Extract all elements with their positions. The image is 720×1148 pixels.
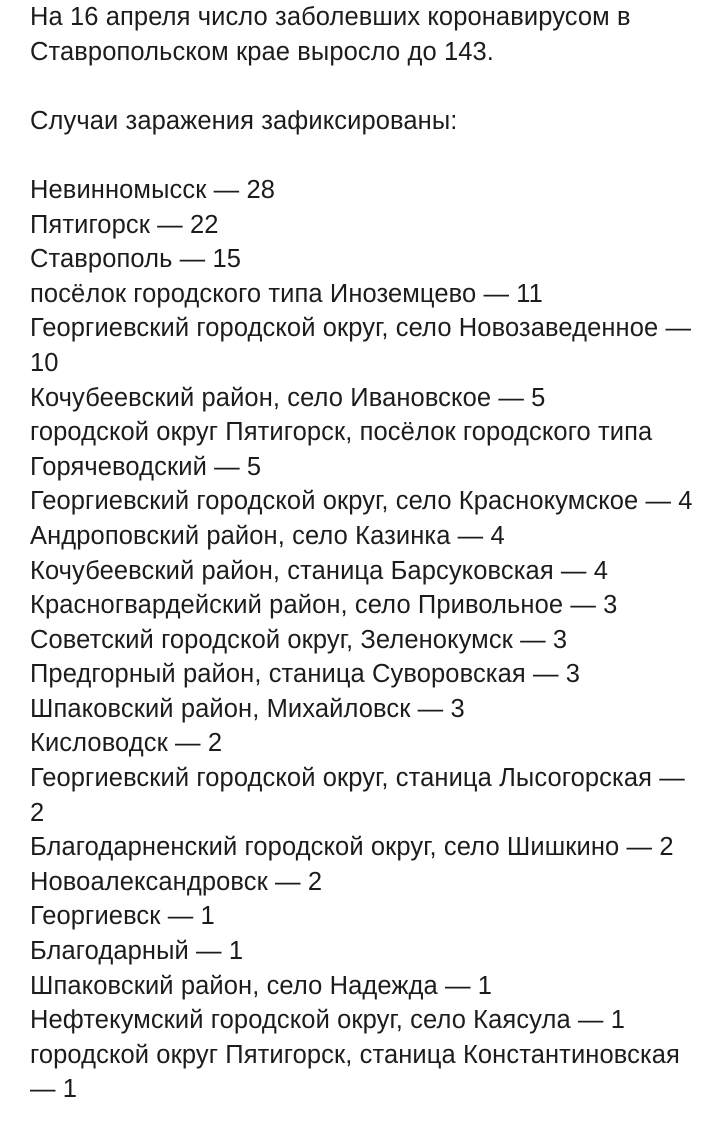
case-place: Благодарный bbox=[30, 937, 189, 966]
case-count: 1 bbox=[477, 971, 493, 1000]
case-place: Шпаковский район, Михайловск bbox=[30, 694, 411, 723]
case-item: Красногвардейский район, село Привольное — 3 bbox=[30, 591, 618, 620]
post-text bbox=[30, 0, 700, 1107]
case-item: Кочубеевский район, станица Барсуковская — 4 bbox=[30, 556, 609, 585]
case-count: 1 bbox=[62, 1075, 78, 1104]
case-place: Кочубеевский район, село Ивановское bbox=[30, 383, 492, 412]
case-count: 11 bbox=[516, 279, 543, 308]
case-place: Кочубеевский район, станица Барсуковская bbox=[30, 556, 554, 585]
case-count: 3 bbox=[565, 660, 581, 689]
case-place: Пятигорск bbox=[30, 210, 150, 239]
case-count: 1 bbox=[200, 902, 215, 931]
case-item: Новоалександровск — 2 bbox=[30, 867, 323, 896]
case-item: Пятигорск — 22 bbox=[30, 210, 219, 239]
case-place: Предгорный район, станица Суворовская bbox=[30, 660, 526, 689]
case-item: Георгиевский городской округ, село Новозаведенное — 10 bbox=[30, 314, 692, 377]
case-item: Кисловодск — 2 bbox=[30, 729, 223, 758]
cases-subheading: Случаи заражения зафиксированы: bbox=[30, 106, 458, 135]
case-count: 4 bbox=[678, 487, 693, 516]
case-item: Георгиевский городской округ, село Краснокумское — 4 bbox=[30, 487, 693, 516]
case-count: 28 bbox=[246, 175, 276, 204]
case-place: Советский городской округ, Зеленокумск bbox=[30, 625, 513, 654]
case-item: Советский городской округ, Зеленокумск — 3 bbox=[30, 625, 568, 654]
case-place: городской округ Пятигорск, посёлок городского типа Горячеводский bbox=[30, 418, 653, 481]
case-place: Кисловодск bbox=[30, 729, 168, 758]
case-item: Нефтекумский городской округ, село Каясула — 1 bbox=[30, 1006, 626, 1035]
case-place: Георгиевский городской округ, станица Лысогорская bbox=[30, 764, 653, 793]
cases-list bbox=[30, 173, 700, 1107]
case-place: Красногвардейский район, село Привольное bbox=[30, 591, 564, 620]
case-count: 5 bbox=[531, 383, 546, 412]
case-place: Новоалександровск bbox=[30, 867, 268, 896]
case-place: городской округ Пятигорск, станица Константиновская bbox=[30, 1040, 680, 1069]
case-item: Благодарненский городской округ, село Шишкино — 2 bbox=[30, 833, 674, 862]
case-place: Георгиевский городской округ, село Краснокумское bbox=[30, 487, 639, 516]
case-item: Предгорный район, станица Суворовская — 3 bbox=[30, 660, 581, 689]
case-item: городской округ Пятигорск, станица Константиновская — 1 bbox=[30, 1040, 680, 1104]
case-item: Георгиевский городской округ, станица Лысогорская — 2 bbox=[30, 764, 685, 827]
intro-paragraph: На 16 апреля число заболевших коронавирусом в Ставропольском крае выросло до 143. bbox=[30, 3, 631, 66]
case-count: 2 bbox=[307, 867, 323, 896]
case-count: 15 bbox=[212, 245, 242, 274]
case-item: Георгиевск — 1 bbox=[30, 902, 215, 931]
case-place: Нефтекумский городской округ, село Каясула bbox=[30, 1006, 571, 1035]
case-item: Благодарный — 1 bbox=[30, 937, 244, 966]
case-count: 5 bbox=[246, 452, 262, 481]
case-count: 3 bbox=[603, 591, 618, 620]
case-count: 4 bbox=[593, 556, 609, 585]
case-count: 22 bbox=[189, 210, 219, 239]
case-count: 2 bbox=[659, 833, 674, 862]
case-item: Кочубеевский район, село Ивановское — 5 bbox=[30, 383, 546, 412]
case-count: 2 bbox=[207, 729, 223, 758]
case-count: 1 bbox=[610, 1006, 626, 1035]
case-place: Георгиевский городской округ, село Новозаведенное bbox=[30, 314, 659, 343]
case-item: Шпаковский район, Михайловск — 3 bbox=[30, 694, 465, 723]
case-item: Ставрополь — 15 bbox=[30, 245, 242, 274]
case-place: Георгиевск bbox=[30, 902, 161, 931]
case-count: 4 bbox=[490, 521, 505, 550]
case-item: Шпаковский район, село Надежда — 1 bbox=[30, 971, 493, 1000]
case-count: 2 bbox=[30, 798, 45, 827]
case-place: Благодарненский городской округ, село Шишкино bbox=[30, 833, 620, 862]
case-item: посёлок городского типа Иноземцево — 11 bbox=[30, 279, 543, 308]
case-count: 3 bbox=[450, 694, 465, 723]
case-item: Невинномысск — 28 bbox=[30, 175, 276, 204]
case-item: Андроповский район, село Казинка — 4 bbox=[30, 521, 505, 550]
case-count: 10 bbox=[30, 348, 59, 377]
case-count: 3 bbox=[552, 625, 568, 654]
case-place: Шпаковский район, село Надежда bbox=[30, 971, 438, 1000]
case-place: посёлок городского типа Иноземцево bbox=[30, 279, 477, 308]
case-item: городской округ Пятигорск, посёлок городского типа Горячеводский — 5 bbox=[30, 418, 653, 481]
case-place: Ставрополь bbox=[30, 245, 173, 274]
case-count: 1 bbox=[228, 937, 244, 966]
case-place: Андроповский район, село Казинка bbox=[30, 521, 451, 550]
case-place: Невинномысск bbox=[30, 175, 207, 204]
